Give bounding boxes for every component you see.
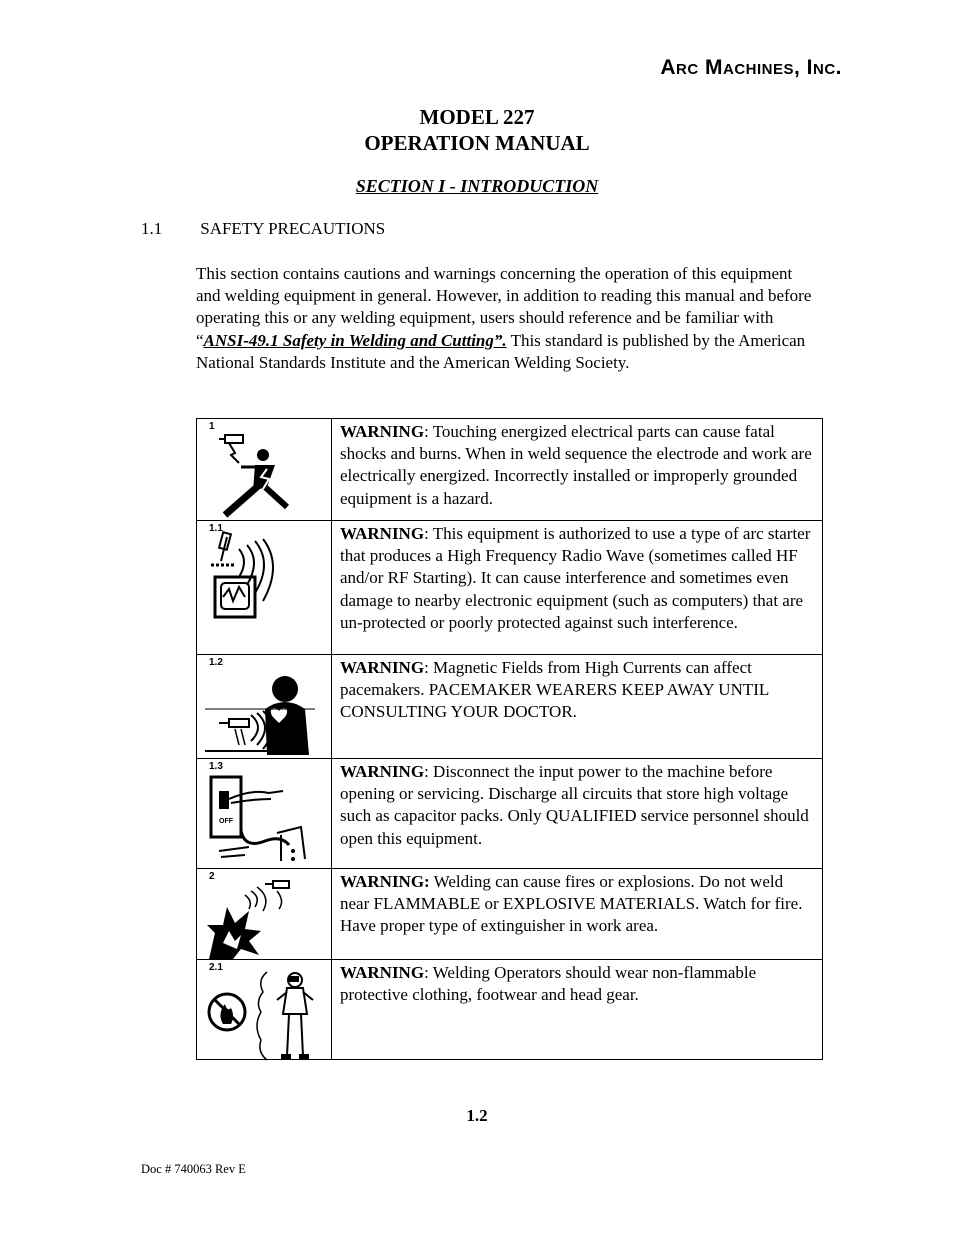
page-number: 1.2 bbox=[466, 1106, 488, 1125]
warning-number: 1.1 bbox=[209, 523, 223, 534]
document-number: Doc # 740063 Rev E bbox=[141, 1162, 246, 1176]
warning-number: 2.1 bbox=[209, 962, 223, 973]
title-line-2: OPERATION MANUAL bbox=[364, 131, 590, 155]
svg-text:OFF: OFF bbox=[219, 818, 233, 825]
warning-text: Welding can cause fires or explosions. Do not weld near FLAMMABLE or EXPLOSIVE MATERIALS. Watch for fire. Have proper type of extinguisher in work area. bbox=[340, 872, 803, 936]
warning-text: Touching energized electrical parts can cause fatal shocks and burns. When in weld sequence the electrode and work are electrically energized. Incorrectly installed or improperly grounded equipment is a hazard. bbox=[340, 422, 812, 508]
title-line-1: MODEL 227 bbox=[419, 105, 535, 129]
warning-number: 1.3 bbox=[209, 761, 223, 772]
rf-interference-icon bbox=[205, 531, 305, 643]
protective-clothing-icon bbox=[205, 970, 321, 1062]
warning-number: 2 bbox=[209, 871, 215, 882]
page-title bbox=[0, 104, 954, 156]
warning-row bbox=[197, 960, 823, 1060]
warning-text: This equipment is authorized to use a type of arc starter that produces a High Frequency Radio Wave (sometimes called HF and/or RF Starting). It can cause interference and sometimes even damage to nearby electronic equipment (such as computers) that are un-protected or poorly protected against such interference. bbox=[340, 524, 811, 632]
pacemaker-icon bbox=[205, 665, 315, 757]
warning-label-separator: : bbox=[424, 524, 429, 543]
warning-label: WARNING: bbox=[340, 872, 430, 891]
intro-text-before: This section contains cautions and warnings concerning the operation of this equipment and welding equipment in general. However, in addition to reading this manual and before operating this or any welding equipment, users should reference and be familiar with “ bbox=[196, 264, 812, 350]
warning-text: Welding Operators should wear non-flammable protective clothing, footwear and head gear. bbox=[340, 963, 757, 1005]
subsection-title: SAFETY PRECAUTIONS bbox=[200, 219, 386, 238]
warning-text-cell bbox=[332, 521, 823, 655]
warnings-table bbox=[196, 418, 823, 1060]
warning-label-separator: : bbox=[424, 422, 429, 441]
disconnect-power-icon bbox=[205, 769, 315, 869]
warning-label: WARNING bbox=[340, 524, 425, 543]
warning-label-separator: : bbox=[424, 963, 429, 982]
intro-paragraph bbox=[196, 263, 816, 374]
warning-icon-cell bbox=[197, 960, 332, 1060]
warning-row bbox=[197, 521, 823, 655]
warning-label: WARNING bbox=[340, 963, 425, 982]
warning-text-cell bbox=[332, 759, 823, 869]
warning-number: 1 bbox=[209, 421, 215, 432]
warning-text-cell bbox=[332, 419, 823, 521]
warning-text-cell bbox=[332, 869, 823, 960]
intro-text-after: This standard is published by the American National Standards Institute and the American Welding Society. bbox=[196, 330, 806, 372]
warning-icon-cell bbox=[197, 759, 332, 869]
warning-label: WARNING bbox=[340, 422, 425, 441]
warning-label-separator: : bbox=[424, 658, 429, 677]
warning-row bbox=[197, 869, 823, 960]
warning-text: Magnetic Fields from High Currents can affect pacemakers. PACEMAKER WEARERS KEEP AWAY UNTIL CONSULTING YOUR DOCTOR. bbox=[340, 658, 769, 722]
subsection-heading bbox=[141, 219, 385, 239]
warning-icon-cell bbox=[197, 419, 332, 521]
warning-row bbox=[197, 759, 823, 869]
warning-icon-cell bbox=[197, 521, 332, 655]
section-heading: SECTION I - INTRODUCTION bbox=[355, 176, 599, 196]
warning-icon-cell bbox=[197, 869, 332, 960]
warning-icon-cell bbox=[197, 655, 332, 759]
subsection-number: 1.1 bbox=[141, 219, 163, 238]
warning-label: WARNING bbox=[340, 762, 425, 781]
warning-text-cell bbox=[332, 655, 823, 759]
warning-row bbox=[197, 655, 823, 759]
warning-number: 1.2 bbox=[209, 657, 223, 668]
warning-text-cell bbox=[332, 960, 823, 1060]
warning-label-separator: : bbox=[424, 762, 429, 781]
electric-shock-icon bbox=[205, 429, 305, 521]
warning-row bbox=[197, 419, 823, 521]
warning-text: Disconnect the input power to the machine before opening or servicing. Discharge all circuits that store high voltage such as capacitor packs. Only QUALIFIED service personnel should open this equipment. bbox=[340, 762, 809, 848]
standard-reference: ANSI-49.1 Safety in Welding and Cutting”. bbox=[203, 330, 507, 350]
company-logo: Arc Machines, Inc. bbox=[660, 56, 842, 79]
fire-explosion-icon bbox=[205, 879, 305, 961]
warning-label: WARNING bbox=[340, 658, 425, 677]
